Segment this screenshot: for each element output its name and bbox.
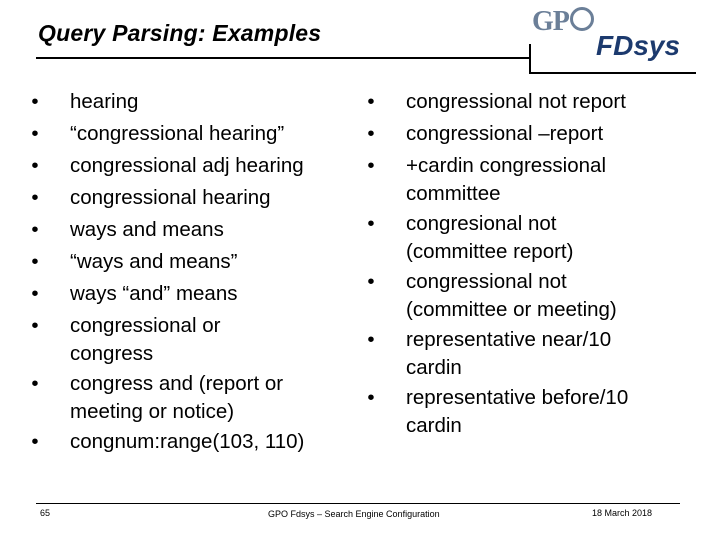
bullet-icon: • — [31, 122, 39, 145]
bullet-icon: • — [31, 282, 39, 305]
bullet-item — [28, 310, 358, 368]
bullet-icon: • — [31, 314, 39, 337]
bullet-text: +cardin congressional — [406, 154, 606, 177]
bullet-icon: • — [31, 372, 39, 395]
bullet-icon: • — [31, 186, 39, 209]
bullet-item — [364, 150, 694, 208]
bullet-icon: • — [367, 270, 375, 293]
bullet-icon: • — [367, 386, 375, 409]
gpo-logo-ring-icon — [570, 7, 594, 31]
bullet-item — [28, 368, 358, 426]
bullet-icon: • — [31, 430, 39, 453]
bullet-text: ways and means — [70, 218, 224, 241]
bullet-text: congnum:range(103, 110) — [70, 430, 305, 453]
bullet-text: congressional not report — [406, 90, 626, 113]
bullet-text-continued: cardin — [406, 414, 462, 437]
bullet-text-continued: meeting or notice) — [70, 400, 235, 423]
bullet-item — [364, 118, 694, 150]
bullet-text-continued: (committee or meeting) — [406, 298, 617, 321]
bullet-item — [28, 246, 358, 278]
bullet-text: congress and (report or — [70, 372, 284, 395]
bullet-item — [364, 266, 694, 324]
logo-vertical-rule — [529, 44, 531, 74]
bullet-item — [28, 426, 358, 458]
bullet-icon: • — [31, 250, 39, 273]
bullet-icon: • — [31, 154, 39, 177]
bullet-icon: • — [367, 122, 375, 145]
bullet-icon: • — [367, 154, 375, 177]
bullet-text: “congressional hearing” — [70, 122, 285, 145]
bullet-text: hearing — [70, 90, 139, 113]
bullet-text: congresional not — [406, 212, 557, 235]
footer-title: GPO Fdsys – Search Engine Configuration — [268, 509, 440, 519]
right-bullet-list — [364, 86, 694, 440]
footer-date: 18 March 2018 — [592, 508, 653, 518]
bullet-icon: • — [367, 90, 375, 113]
bullet-text-continued: (committee report) — [406, 240, 574, 263]
bullet-item — [364, 324, 694, 382]
bullet-item — [28, 150, 358, 182]
bullet-text: congressional or — [70, 314, 221, 337]
bullet-text: “ways and means” — [70, 250, 238, 273]
left-bullet-list — [28, 86, 358, 458]
bullet-text-continued: committee — [406, 182, 501, 205]
bullet-item — [28, 278, 358, 310]
bullet-text: ways “and” means — [70, 282, 238, 305]
bullet-icon: • — [31, 218, 39, 241]
footer-rule — [36, 503, 680, 504]
gpo-logo-text: GP — [532, 6, 569, 37]
bullet-icon: • — [367, 328, 375, 351]
bullet-item — [28, 118, 358, 150]
logo-horizontal-rule — [529, 72, 696, 74]
title-rule — [36, 57, 530, 59]
bullet-item — [28, 182, 358, 214]
page-number: 65 — [40, 508, 51, 518]
bullet-text: congressional not — [406, 270, 567, 293]
gpo-logo — [532, 6, 594, 38]
bullet-icon: • — [367, 212, 375, 235]
bullet-item — [364, 86, 694, 118]
bullet-text: congressional hearing — [70, 186, 271, 209]
bullet-icon: • — [31, 90, 39, 113]
bullet-text: congressional adj hearing — [70, 154, 304, 177]
bullet-item — [364, 382, 694, 440]
fdsys-logo: FDsys — [596, 30, 681, 61]
bullet-item — [28, 214, 358, 246]
bullet-text: representative near/10 — [406, 328, 612, 351]
bullet-text: congressional –report — [406, 122, 604, 145]
bullet-item — [364, 208, 694, 266]
bullet-text: representative before/10 — [406, 386, 629, 409]
slide-title: Query Parsing: Examples — [38, 20, 322, 46]
bullet-text-continued: congress — [70, 342, 154, 365]
bullet-text-continued: cardin — [406, 356, 462, 379]
bullet-item — [28, 86, 358, 118]
